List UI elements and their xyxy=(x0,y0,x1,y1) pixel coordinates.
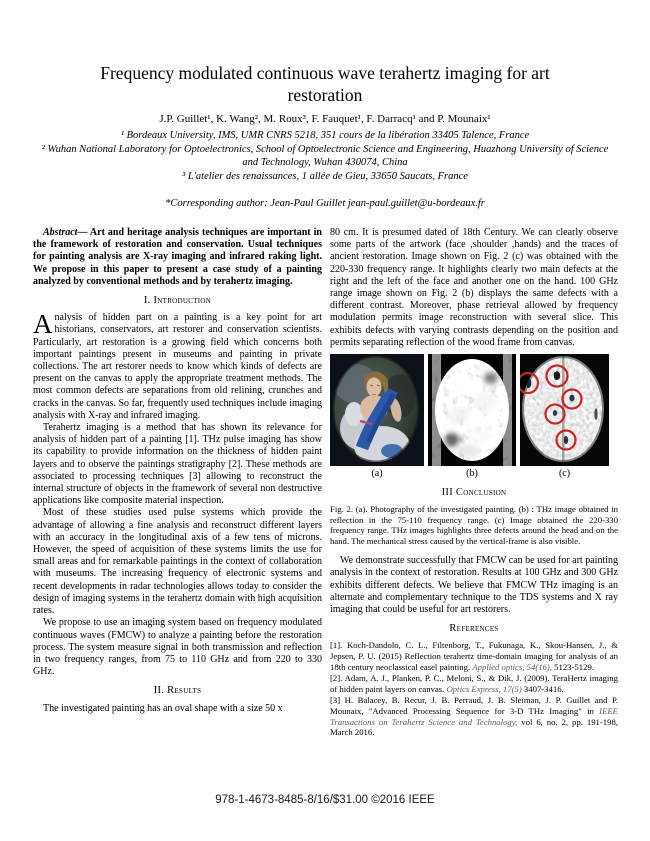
figure-thz-image-300ghz xyxy=(520,354,609,466)
left-column xyxy=(33,227,322,715)
right-column xyxy=(330,227,618,739)
results-paragraph-continued: 80 cm. It is presumed dated of 18th Century. We can clearly observe some parts of the artwork (face ,shoulder ,hands) and the traces of ancient restoration. Image shown on Fig. 2 (c) was obtained with the 220-330 frequency range. It highlights clearly two main defects at the right and the left of the face and another one on the hand. 100 GHz range image shown on Fig. 2 (b) displays the same defects with a different contrast. Moreover, phase retrieval allowed by frequency modulation permits image reconstruction with several slice. This exhibits defects with varying contrasts depending on the position and permits separating reflection of the wood frame from canvas. xyxy=(330,227,618,348)
reference-3 xyxy=(330,695,618,737)
section-heading-references: References xyxy=(449,623,499,635)
reference-2-pages: 3407-3416. xyxy=(521,683,564,694)
intro-paragraph-2: Terahertz imaging is a method that has shown its relevance for analysis of hidden part of a painting [1]. THz pulse imaging has show its capability to provide information on the thickness of hidden paint layers and to observe the paintings stratigraphy [2]. These methods are associated to processing techniques [3] allowing to reconstruct the internal structure of objects in the framework of several non destructive applications like composite material inspection. xyxy=(33,422,322,507)
author-line: J.P. Guillet¹, K. Wang², M. Roux³, F. Fauquet¹, F. Darracq¹ and P. Mounaix¹ xyxy=(159,113,491,125)
figure-caption: Fig. 2. (a). Photography of the investigated painting. (b) : THz image obtained in reflection in the 75-110 frequency range. (c) Image obtained the 220-330 frequency range. THz images highlights three defects around the head and on the hand. The mechanical stress caused by the vertical-frame is also visible. xyxy=(330,504,618,546)
conclusion-paragraph: We demonstrate successfully that FMCW can be used for art painting analysis in the context of restoration. Results at 100 GHz and 300 GHz exhibits different defects. We believe that FMCW THz imaging is an alternate and complementary technique to the TDS systems and X ray imaging that could be useful for art restorers. xyxy=(330,555,618,615)
reference-1-journal: Applied optics, 54(16), xyxy=(472,661,552,672)
intro-paragraph-1 xyxy=(33,309,322,422)
affiliations xyxy=(35,129,615,183)
figure-thz-image-100ghz xyxy=(428,354,516,466)
reference-2-text: [2]. Adam, A. J., Planken, P. C., Meloni, S., & Dik, J. (2009). TeraHertz imaging of hidden paint layers on canvas. xyxy=(330,673,618,694)
abstract-label: Abstract— xyxy=(43,227,88,238)
reference-1-pages: 5123-5129. xyxy=(551,661,594,672)
intro-paragraph-1-text: nalysis of hidden part on a painting is a key point for art historians, conservators, art restorer and conservation scientists. Particularly, art restoration is a growing field which concerns both important paintings present in museums and painting in private collections. The art restorer needs to know which kinds of defects are present on the canvas to apply the appropriate treatment methods. The most common defects are separations from old relining, crunches and cracks in the canvas. So far, frequently used techniques include imaging analysis with X-ray and infrared imaging. xyxy=(33,312,322,421)
page-title: Frequency modulated continuous wave terahertz imaging for art restoration xyxy=(100,62,550,105)
figure-label-b: (b) xyxy=(466,468,478,480)
section-heading-results: II. Results xyxy=(153,685,202,697)
intro-paragraph-3: Most of these studies used pulse systems which provide the advantage of allowing a fine analysis and reconstruct different layers with an accuracy in the longitudinal axis of a few tens of microns. However, the speed of acquisition of these systems limits the use for small areas and for remarkable paintings in the context of collaboration with museums. The increasing frequency of electronic systems and recent developments in radar technologies allows today to consider the design of imaging systems in the terahertz domain with high acquisition rates. xyxy=(33,507,322,617)
reference-1-text: [1]. Koch-Dandolo, C. L., Filtenborg, T., Fukunaga, K., Skou-Hansen, J., & Jepsen, P. U. (2015) Reflection terahertz time-domain imaging for analysis of an 18th century neoclassical easel painting. xyxy=(330,640,618,672)
intro-paragraph-4: We propose to use an imaging system based on frequency modulated continuous waves (FMCW) to analyze a painting before the restoration process. The system measure signal in both transmission and reflection in two frequency ranges, from 75 to 110 GHz and from 220 to 330 GHz. xyxy=(33,617,322,678)
figure-2 xyxy=(330,354,618,466)
copyright-footer: 978-1-4673-8485-8/16/$31.00 ©2016 IEEE xyxy=(215,794,435,806)
reference-3-journal: IEEE Transactions on Terahertz Science and Technology, xyxy=(330,705,618,727)
reference-3-text: [3] H. Balacey, B. Recur, J. B. Perraud, J. B. Sleiman, J. P. Guillet and P. Mounaix, "Advanced Processing Sequence for 3-D THz Imaging" in xyxy=(330,695,618,716)
section-heading-introduction: I. Introduction xyxy=(143,295,212,307)
reference-list xyxy=(330,640,618,737)
figure-labels xyxy=(330,468,618,480)
corresponding-author: *Corresponding author: Jean-Paul Guillet jean-paul.guillet@u-bordeaux.fr xyxy=(165,198,485,209)
dropcap: A xyxy=(33,309,53,340)
reference-1 xyxy=(330,640,618,672)
figure-label-c: (c) xyxy=(558,468,571,480)
figure-photo-painting xyxy=(330,354,424,466)
reference-2 xyxy=(330,673,618,694)
abstract xyxy=(33,227,322,288)
reference-3-pages: vol 6, no. 2, pp. 191-198, March 2016. xyxy=(330,716,618,738)
affiliation-3: ³ L'atelier des renaissances, 1 allée de Gieu, 33650 Saucats, France xyxy=(182,170,468,182)
figure-label-a: (a) xyxy=(371,468,383,480)
section-heading-conclusion: III Conclusion xyxy=(441,487,507,499)
affiliation-1: ¹ Bordeaux University, IMS, UMR CNRS 5218, 351 cours de la libération 33405 Talence, France xyxy=(120,130,530,141)
abstract-text: Art and heritage analysis techniques are important in the framework of restoration and conservation. Usual techniques for painting analysis are X-ray imaging and infrared raking light. We propose in this paper to present a case study of a painting analyzed by conventional methods and by terahertz imaging. xyxy=(33,227,322,287)
affiliation-2: ² Wuhan National Laboratory for Optoelectronics, School of Optoelectronic Science and Engineering, Huazhong University of Science and Technology, Wuhan 430074, China xyxy=(41,143,609,168)
results-paragraph-start: The investigated painting has an oval shape with a size 50 x xyxy=(43,702,283,714)
reference-2-journal: Optics Express, 17(5) xyxy=(446,683,522,694)
